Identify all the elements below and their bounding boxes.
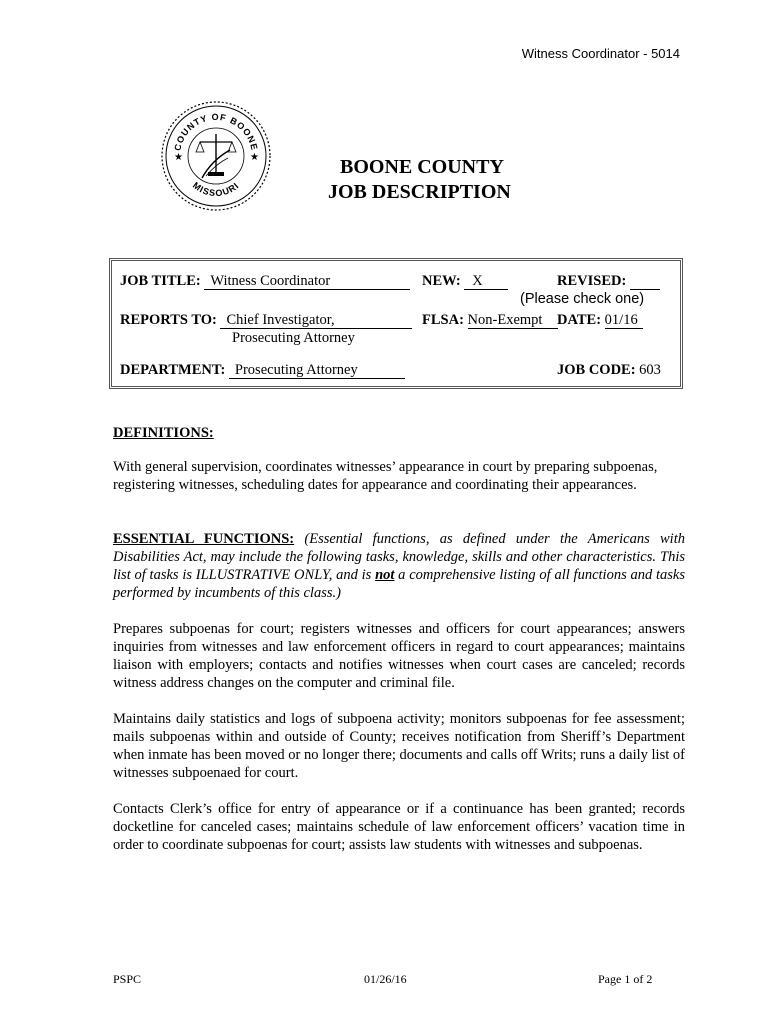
essential-paragraph-1: Prepares subpoenas for court; registers witnesses and officers for court appearances; answers inquiries from witnesses and law enforcement officers in regard to court appearances; maintains liaison with employers; contacts and notifies witnesses when court cases are canceled; records witness address changes on the computer and criminal file. [113,621,685,691]
new-label: NEW: [422,273,461,289]
please-check-note: (Please check one) [520,291,645,307]
footer-date: 01/26/16 [364,972,407,986]
svg-text:COUNTY OF BOONE: COUNTY OF BOONE [172,111,260,152]
county-seal-logo [160,100,272,212]
definitions-section [113,424,685,494]
document-title [328,155,511,205]
svg-text:MISSOURI: MISSOURI [190,180,242,199]
job-info-box [109,258,683,389]
date-label: DATE: [557,312,602,328]
definitions-heading: DEFINITIONS: [113,425,214,441]
department-label: DEPARTMENT: [120,362,226,378]
reports-to-value: Chief Investigator, [220,313,412,329]
essential-paragraph-3: Contacts Clerk’s office for entry of appearance or if a continuance has been granted; records docketline for canceled cases; maintains schedule of law enforcement officers’ vacation time in order to coordinate subpoenas for court; assists law students with witnesses and subpoenas. [113,801,685,853]
definitions-text: With general supervision, coordinates witnesses’ appearance in court by preparing subpoenas, registering witnesses, scheduling dates for appearance and coordinating their appearances. [113,459,658,493]
essential-intro-not: not [375,567,395,583]
essential-functions-section [113,530,685,854]
revised-label: REVISED: [557,273,627,289]
job-title-value: Witness Coordinator [204,274,410,290]
revised-value [630,274,660,290]
department-value: Prosecuting Attorney [229,363,405,379]
footer-page-number: Page 1 of 2 [598,972,653,986]
flsa-value: Non-Exempt [468,313,558,329]
essential-intro-text-a: (Essential functions, as defined under the Americans with Disabilities Act, may include the following tasks, knowledge, skills and other characteristics. This list of tasks is ILLUSTRATIVE ONLY, and is [113,531,685,583]
essential-intro [113,530,685,602]
reports-to-value-line2: Prosecuting Attorney [232,330,355,346]
essential-heading: ESSENTIAL FUNCTIONS: [113,531,295,547]
form-code: Witness Coordinator - 5014 [521,46,680,61]
reports-to-label: REPORTS TO: [120,312,217,328]
job-title-label: JOB TITLE: [120,273,201,289]
title-job-description: JOB DESCRIPTION [328,181,511,203]
footer-left: PSPC [113,972,142,986]
essential-paragraph-2: Maintains daily statistics and logs of subpoena activity; monitors subpoenas for fee assessment; mails subpoenas within and outside of County; receives notification from Sheriff’s Department when inmate has been moved or no longer there; documents and calls off Writs; runs a daily list of witnesses subpoenaed for court. [113,711,685,781]
title-county: BOONE COUNTY [340,156,504,178]
new-value: X [464,274,508,290]
flsa-label: FLSA: [422,312,464,328]
job-code-label: JOB CODE: [557,362,636,378]
svg-text:★: ★ [250,152,259,163]
job-code-value: 603 [639,362,661,378]
essential-intro-text-b: a comprehensive listing of all functions and tasks performed by incumbents of this class.) [113,567,685,601]
svg-text:★: ★ [174,152,183,163]
date-value: 01/16 [605,313,643,329]
